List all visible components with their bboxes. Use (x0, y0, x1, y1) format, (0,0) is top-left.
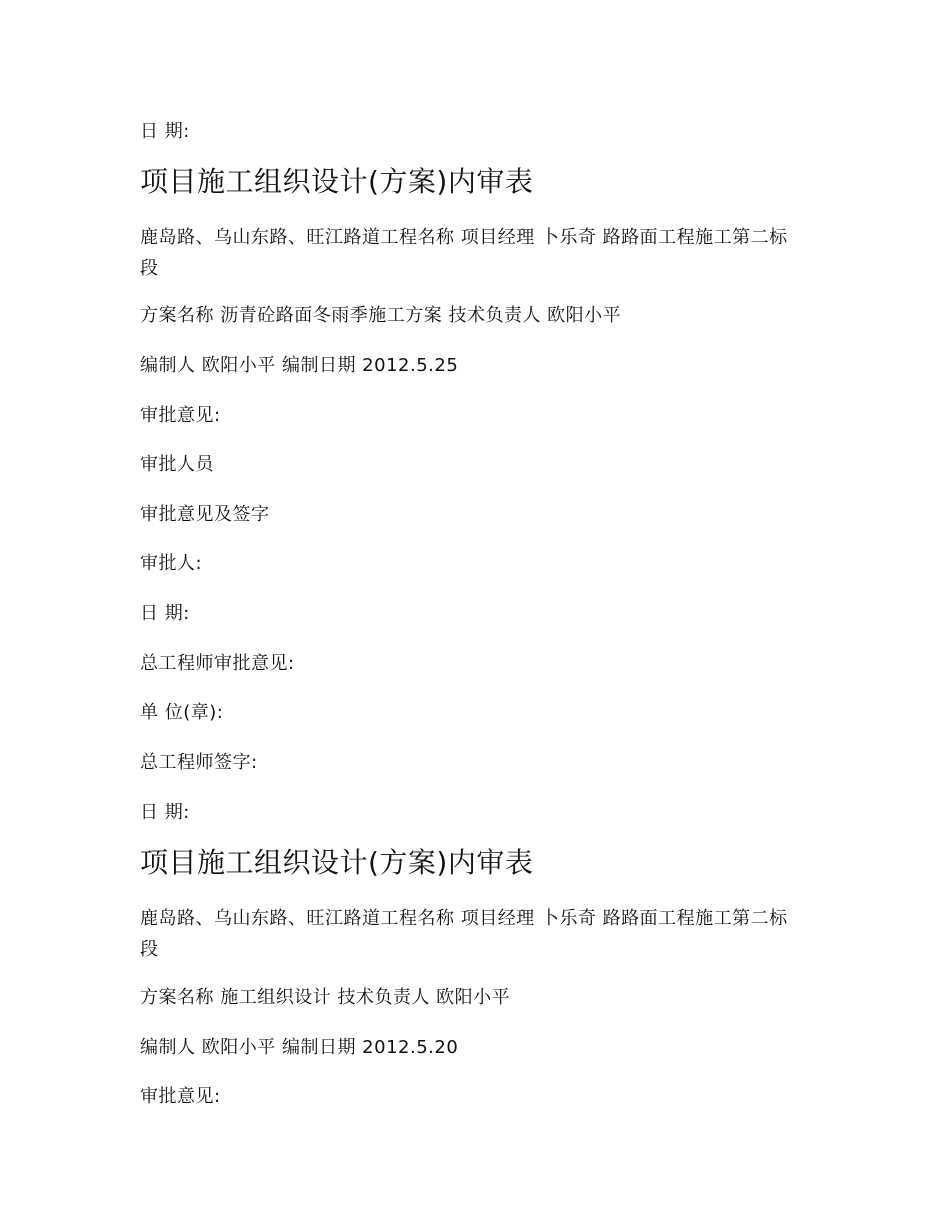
form1-editor-line: 编制人 欧阳小平 编制日期 2012.5.25 (140, 355, 459, 376)
form1-approval-opinion: 审批意见: (140, 405, 221, 426)
form2-project-line: 鹿岛路、乌山东路、旺江路道工程名称 项目经理 卜乐奇 路路面工程施工第二标段 (140, 908, 788, 960)
form2-approval-opinion: 审批意见: (140, 1086, 221, 1107)
form2-title: 项目施工组织设计(方案)内审表 (140, 846, 534, 879)
form1-project-line: 鹿岛路、乌山东路、旺江路道工程名称 项目经理 卜乐奇 路路面工程施工第二标段 (140, 227, 788, 279)
form1-title: 项目施工组织设计(方案)内审表 (140, 165, 534, 198)
form1-date-label-2: 日 期: (140, 802, 190, 823)
form1-chief-opinion: 总工程师审批意见: (140, 653, 295, 674)
date-label-top: 日 期: (140, 121, 190, 142)
form1-date-label: 日 期: (140, 603, 190, 624)
form1-plan-line: 方案名称 沥青砼路面冬雨季施工方案 技术负责人 欧阳小平 (140, 305, 622, 326)
form2-editor-line: 编制人 欧阳小平 编制日期 2012.5.20 (140, 1037, 459, 1058)
form1-chief-sign: 总工程师签字: (140, 752, 258, 773)
form1-approval-staff: 审批人员 (140, 454, 214, 475)
form1-approval-sign: 审批意见及签字 (140, 504, 270, 525)
form1-unit-seal: 单 位(章): (140, 702, 224, 723)
form1-approver: 审批人: (140, 553, 203, 574)
form2-plan-line: 方案名称 施工组织设计 技术负责人 欧阳小平 (140, 987, 511, 1008)
